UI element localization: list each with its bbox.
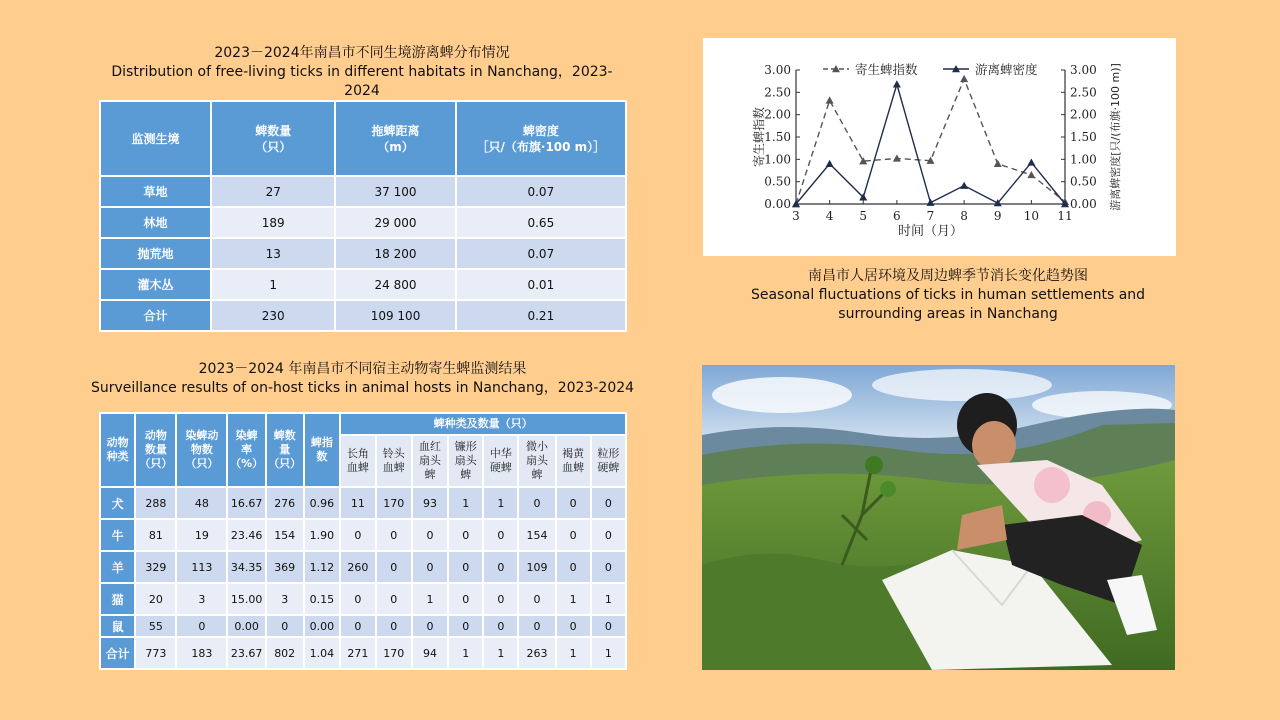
table1-title-cn: 2023－2024年南昌市不同生境游离蜱分布情况 bbox=[214, 45, 510, 61]
table2-cell: 0 bbox=[483, 551, 518, 583]
table2-cell: 260 bbox=[340, 551, 375, 583]
table2-cell: 0 bbox=[376, 615, 412, 637]
table2-cell: 23.46 bbox=[227, 519, 266, 551]
table2-cell: 0 bbox=[176, 615, 227, 637]
table2-cell: 0 bbox=[518, 615, 555, 637]
table1-cell: 189 bbox=[211, 207, 335, 238]
table2-cell: 0 bbox=[518, 583, 555, 615]
x-tick-label: 6 bbox=[893, 209, 901, 223]
table2-cell: 369 bbox=[266, 551, 304, 583]
table2-cell: 271 bbox=[340, 637, 375, 669]
table1-row bbox=[100, 176, 626, 207]
table2-species-header: 微小 扇头 蜱 bbox=[518, 435, 555, 487]
table2-row-header: 鼠 bbox=[100, 615, 135, 637]
table2-cell: 94 bbox=[412, 637, 448, 669]
table2-cell: 773 bbox=[135, 637, 176, 669]
table2-species-header: 粒形 硬蜱 bbox=[591, 435, 626, 487]
table2-cell: 0 bbox=[448, 551, 483, 583]
table2-cell: 0 bbox=[266, 615, 304, 637]
table2-cell: 16.67 bbox=[227, 487, 266, 519]
table2-header-1: 动物 数量 （只） bbox=[135, 413, 176, 487]
table2-row-header: 牛 bbox=[100, 519, 135, 551]
table2-cell: 1 bbox=[448, 487, 483, 519]
table2-cell: 48 bbox=[176, 487, 227, 519]
chart-caption-en: Seasonal fluctuations of ticks in human settlements and surrounding areas in Nanchang bbox=[750, 287, 1146, 322]
x-tick-label: 4 bbox=[825, 209, 834, 223]
table1-cell: 0.01 bbox=[456, 269, 626, 300]
habitat-tick-table bbox=[99, 100, 627, 332]
table2-cell: 0 bbox=[448, 583, 483, 615]
table2-cell: 0 bbox=[376, 551, 412, 583]
table2-cell: 288 bbox=[135, 487, 176, 519]
table2-cell: 1.90 bbox=[304, 519, 341, 551]
table1-cell: 29 000 bbox=[335, 207, 455, 238]
table2-cell: 170 bbox=[376, 487, 412, 519]
table2-cell: 23.67 bbox=[227, 637, 266, 669]
table2-cell: 0 bbox=[518, 487, 555, 519]
series-1-point bbox=[960, 182, 968, 189]
chart-caption-cn: 南昌市人居环境及周边蜱季节消长变化趋势图 bbox=[808, 268, 1088, 284]
table2-cell: 0 bbox=[448, 615, 483, 637]
table2-row bbox=[100, 583, 626, 615]
right-y-tick-label: 2.00 bbox=[1070, 107, 1097, 122]
table2-cell: 1 bbox=[448, 637, 483, 669]
table2-cell: 329 bbox=[135, 551, 176, 583]
table2-cell: 0 bbox=[340, 583, 375, 615]
table2-cell: 34.35 bbox=[227, 551, 266, 583]
table1-cell: 18 200 bbox=[335, 238, 455, 269]
series-line-0 bbox=[796, 79, 1065, 204]
table2-header-4: 蜱数 量 （只） bbox=[266, 413, 304, 487]
table2-cell: 1 bbox=[483, 487, 518, 519]
series-0-point bbox=[994, 160, 1002, 167]
x-tick-label: 5 bbox=[859, 209, 868, 223]
table1-caption bbox=[98, 44, 626, 101]
table2-cell: 0 bbox=[376, 583, 412, 615]
table2-cell: 0 bbox=[591, 519, 626, 551]
table2-cell: 0.15 bbox=[304, 583, 341, 615]
table2-row bbox=[100, 487, 626, 519]
table2-cell: 1 bbox=[556, 637, 591, 669]
table1-cell: 109 100 bbox=[335, 300, 455, 331]
table1-row-header: 合计 bbox=[100, 300, 211, 331]
table2-cell: 3 bbox=[266, 583, 304, 615]
legend-label-0: 寄生蜱指数 bbox=[855, 62, 918, 77]
table2-cell: 0 bbox=[340, 615, 375, 637]
table2-header-0: 动物 种类 bbox=[100, 413, 135, 487]
table2-species-header: 褐黄 血蜱 bbox=[556, 435, 591, 487]
table2-header-2: 染蜱动 物数 （只） bbox=[176, 413, 227, 487]
right-y-tick-label: 0.00 bbox=[1070, 197, 1097, 211]
table2-row bbox=[100, 551, 626, 583]
table2-cell: 1 bbox=[483, 637, 518, 669]
table2-cell: 0.00 bbox=[304, 615, 341, 637]
table2-cell: 154 bbox=[518, 519, 555, 551]
right-y-tick-label: 0.50 bbox=[1070, 174, 1097, 189]
table2-cell: 0 bbox=[412, 519, 448, 551]
table2-header-5: 蜱指 数 bbox=[304, 413, 341, 487]
left-y-tick-label: 2.00 bbox=[764, 107, 791, 122]
seasonal-line-chart bbox=[703, 38, 1176, 256]
left-y-tick-label: 1.00 bbox=[764, 152, 791, 167]
series-0-point bbox=[960, 75, 968, 82]
x-tick-label: 10 bbox=[1023, 209, 1040, 223]
table2-cell: 55 bbox=[135, 615, 176, 637]
table2-cell: 1 bbox=[591, 583, 626, 615]
x-tick-label: 11 bbox=[1057, 209, 1073, 223]
table2-cell: 19 bbox=[176, 519, 227, 551]
table2-cell: 0 bbox=[340, 519, 375, 551]
table1-cell: 27 bbox=[211, 176, 335, 207]
table2-cell: 0 bbox=[556, 551, 591, 583]
table2-cell: 11 bbox=[340, 487, 375, 519]
table2-row-header: 羊 bbox=[100, 551, 135, 583]
right-y-axis-label: 游离蜱密度[只/(布旗·100 m)] bbox=[1109, 63, 1122, 211]
left-y-tick-label: 0.50 bbox=[764, 174, 791, 189]
table2-species-header: 铃头 血蜱 bbox=[376, 435, 412, 487]
table2-cell: 0 bbox=[483, 519, 518, 551]
table1-cell: 230 bbox=[211, 300, 335, 331]
table1-row-header: 草地 bbox=[100, 176, 211, 207]
table2-row-header: 犬 bbox=[100, 487, 135, 519]
table2-cell: 113 bbox=[176, 551, 227, 583]
table2-species-header: 中华 硬蜱 bbox=[483, 435, 518, 487]
table2-cell: 20 bbox=[135, 583, 176, 615]
table1-header-2: 拖蜱距离 （m） bbox=[335, 101, 455, 176]
table2-cell: 1 bbox=[412, 583, 448, 615]
table2-cell: 1.04 bbox=[304, 637, 341, 669]
table1-row-header: 林地 bbox=[100, 207, 211, 238]
x-tick-label: 3 bbox=[792, 209, 800, 223]
series-0-point bbox=[826, 96, 834, 103]
table2-cell: 0.96 bbox=[304, 487, 341, 519]
series-0-point bbox=[1027, 171, 1035, 178]
table2-cell: 276 bbox=[266, 487, 304, 519]
table2-cell: 0 bbox=[556, 519, 591, 551]
table2-cell: 0 bbox=[591, 615, 626, 637]
table1-cell: 13 bbox=[211, 238, 335, 269]
table1-header-0: 监测生境 bbox=[100, 101, 211, 176]
table1-cell: 0.21 bbox=[456, 300, 626, 331]
table2-cell: 0 bbox=[412, 551, 448, 583]
left-y-axis-label: 寄生蜱指数 bbox=[752, 106, 766, 168]
series-1-point bbox=[927, 199, 935, 206]
table2-cell: 3 bbox=[176, 583, 227, 615]
table2-cell: 0 bbox=[556, 615, 591, 637]
table1-row bbox=[100, 269, 626, 300]
x-tick-label: 7 bbox=[926, 209, 935, 223]
x-tick-label: 9 bbox=[993, 209, 1002, 223]
table1-row bbox=[100, 207, 626, 238]
chart-caption bbox=[703, 267, 1193, 324]
table2-cell: 0 bbox=[483, 583, 518, 615]
table2-cell: 154 bbox=[266, 519, 304, 551]
host-tick-table bbox=[99, 412, 627, 670]
table2-species-header: 镰形 扇头 蜱 bbox=[448, 435, 483, 487]
left-y-tick-label: 1.50 bbox=[764, 130, 791, 144]
table2-title-en: Surveillance results of on-host ticks in animal hosts in Nanchang，2023-2024 bbox=[90, 380, 635, 396]
table1-cell: 0.07 bbox=[456, 238, 626, 269]
field-survey-photo bbox=[702, 365, 1175, 670]
series-line-1 bbox=[796, 84, 1065, 204]
table2-cell: 263 bbox=[518, 637, 555, 669]
table2-cell: 81 bbox=[135, 519, 176, 551]
table2-cell: 0 bbox=[448, 519, 483, 551]
x-axis-label: 时间（月） bbox=[897, 224, 964, 239]
table2-title-cn: 2023－2024 年南昌市不同宿主动物寄生蜱监测结果 bbox=[198, 361, 527, 377]
table2-cell: 170 bbox=[376, 637, 412, 669]
table2-cell: 109 bbox=[518, 551, 555, 583]
table1-cell: 1 bbox=[211, 269, 335, 300]
right-y-tick-label: 1.00 bbox=[1070, 152, 1097, 167]
table1-row-header: 抛荒地 bbox=[100, 238, 211, 269]
series-1-point bbox=[893, 80, 901, 87]
table2-cell: 0 bbox=[591, 487, 626, 519]
table1-header-1: 蜱数量 （只） bbox=[211, 101, 335, 176]
table1-row bbox=[100, 300, 626, 331]
field-survey-illustration bbox=[702, 365, 1175, 670]
series-1-point bbox=[826, 160, 834, 167]
table2-species-group-header: 蜱种类及数量（只） bbox=[340, 413, 626, 435]
table2-cell: 0 bbox=[376, 519, 412, 551]
table1-cell: 24 800 bbox=[335, 269, 455, 300]
table2-row-header: 合计 bbox=[100, 637, 135, 669]
table1-cell: 0.65 bbox=[456, 207, 626, 238]
table2-cell: 183 bbox=[176, 637, 227, 669]
left-y-tick-label: 2.50 bbox=[764, 85, 791, 100]
table2-cell: 1 bbox=[556, 583, 591, 615]
table2-cell: 0 bbox=[556, 487, 591, 519]
seasonal-chart bbox=[703, 38, 1176, 256]
table2-species-header: 长角 血蜱 bbox=[340, 435, 375, 487]
table2-row bbox=[100, 637, 626, 669]
table1-header-3: 蜱密度 ［只/（布旗·100 m）］ bbox=[456, 101, 626, 176]
legend-label-1: 游离蜱密度 bbox=[975, 62, 1038, 77]
table1-title-en: Distribution of free-living ticks in different habitats in Nanchang，2023-2024 bbox=[111, 64, 613, 99]
table2-cell: 15.00 bbox=[227, 583, 266, 615]
left-y-tick-label: 0.00 bbox=[764, 197, 791, 211]
table2-cell: 802 bbox=[266, 637, 304, 669]
table2-row bbox=[100, 615, 626, 637]
table2-cell: 1 bbox=[591, 637, 626, 669]
table2-cell: 93 bbox=[412, 487, 448, 519]
table2-row-header: 猫 bbox=[100, 583, 135, 615]
right-y-tick-label: 2.50 bbox=[1070, 85, 1097, 100]
table1-cell: 37 100 bbox=[335, 176, 455, 207]
table2-cell: 0 bbox=[591, 551, 626, 583]
table1-cell: 0.07 bbox=[456, 176, 626, 207]
left-y-tick-label: 3.00 bbox=[764, 63, 791, 77]
table2-cell: 0 bbox=[412, 615, 448, 637]
table2-header-3: 染蜱 率（%） bbox=[227, 413, 266, 487]
table2-cell: 0.00 bbox=[227, 615, 266, 637]
table1-row-header: 灌木丛 bbox=[100, 269, 211, 300]
series-1-point bbox=[1027, 158, 1035, 165]
x-tick-label: 8 bbox=[960, 209, 968, 223]
table2-cell: 1.12 bbox=[304, 551, 341, 583]
table2-row bbox=[100, 519, 626, 551]
right-y-tick-label: 3.00 bbox=[1070, 63, 1097, 77]
table1-row bbox=[100, 238, 626, 269]
table2-species-header: 血红 扇头 蜱 bbox=[412, 435, 448, 487]
table2-cell: 0 bbox=[483, 615, 518, 637]
table2-caption bbox=[80, 360, 645, 398]
right-y-tick-label: 1.50 bbox=[1070, 130, 1097, 144]
